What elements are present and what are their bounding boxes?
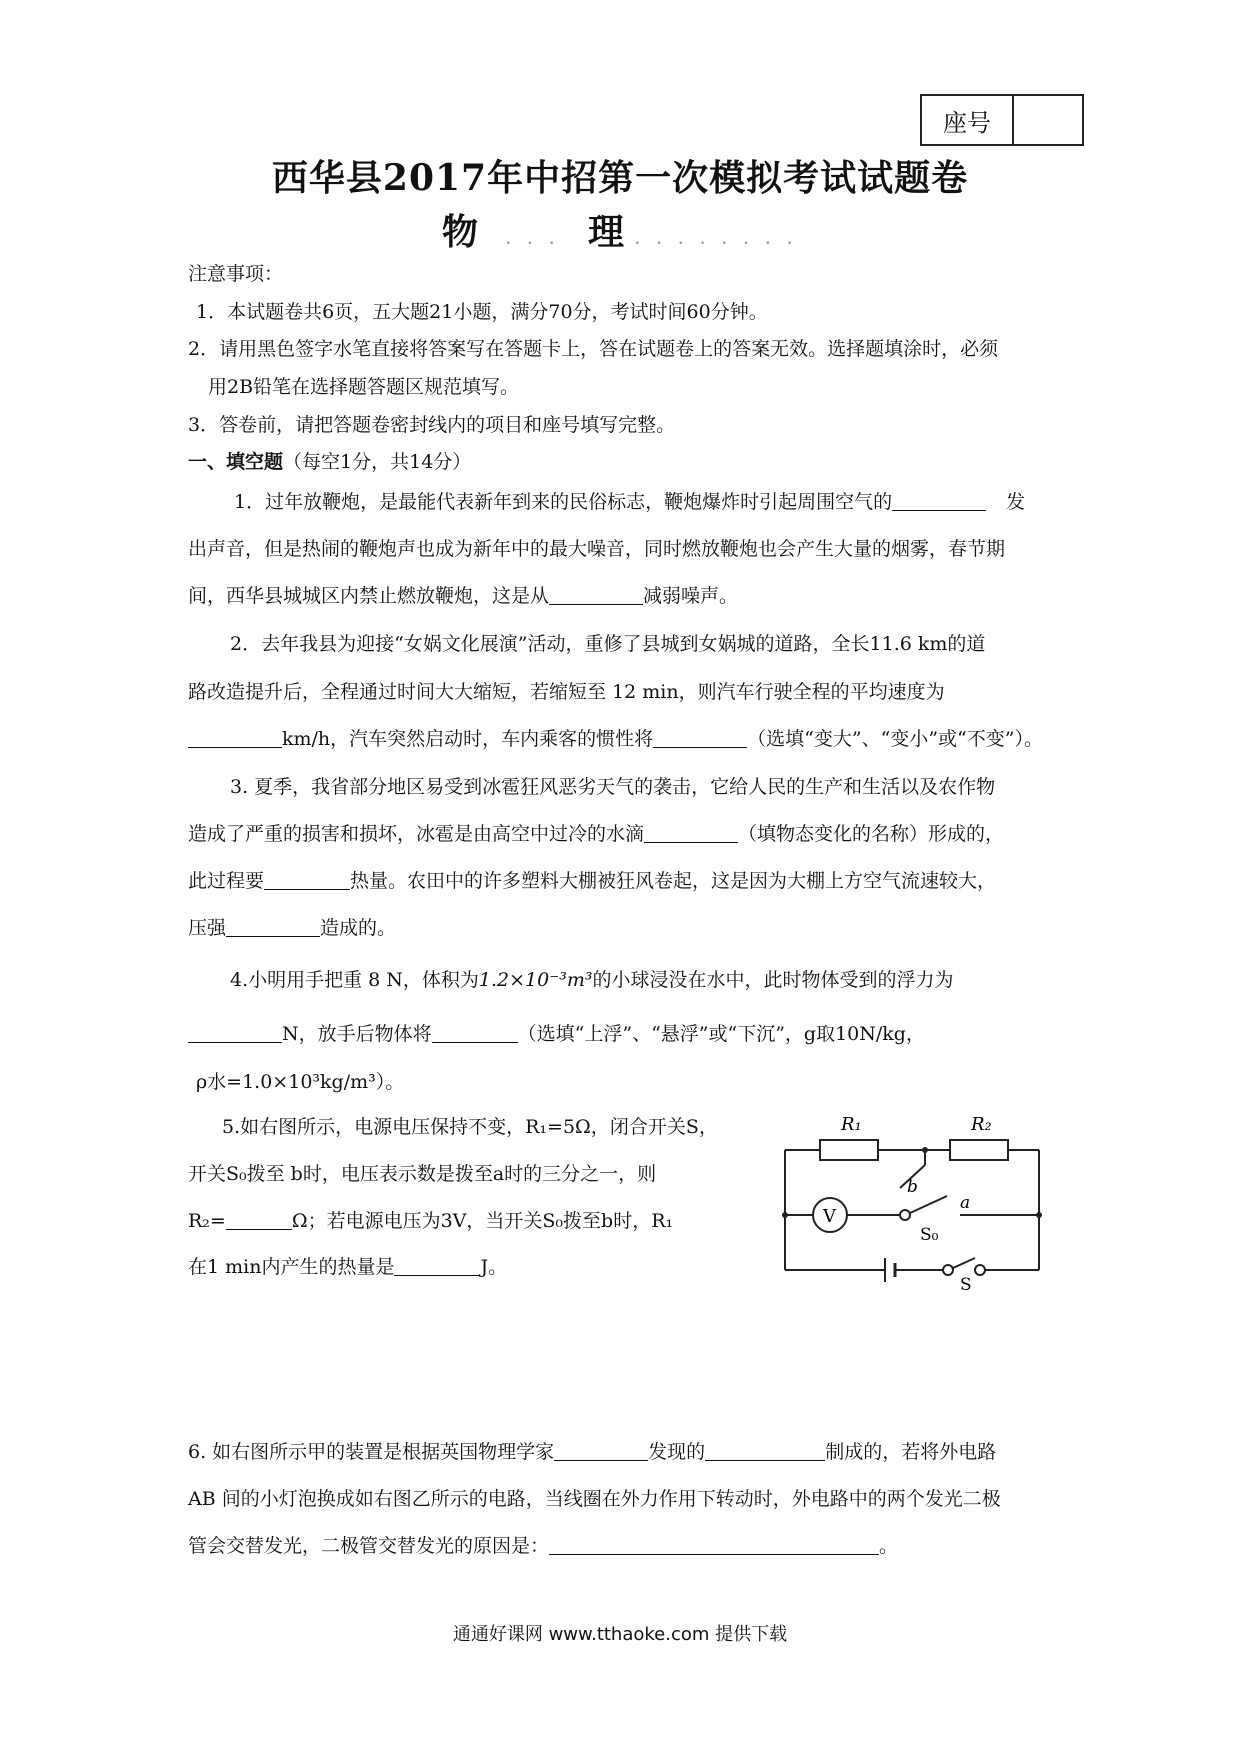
notice-item: 3．答卷前，请把答题卷密封线内的项目和座号填写完整。 [188,414,676,436]
switch-s-label: S [960,1275,972,1290]
question-3-line: 3. 夏季，我省部分地区易受到冰雹狂风恶劣天气的袭击，它给人民的生产和生活以及农作物 [230,776,996,798]
answer-blank[interactable] [549,585,643,605]
subject-left: 物 [441,211,478,253]
question-4-line: ρ水=1.0×10³kg/m³）。 [196,1071,405,1093]
question-6-line: AB 间的小灯泡换成如右图乙所示的电路，当线圈在外力作用下转动时，外电路中的两个发光二极 [188,1488,1001,1510]
question-4-line: 4.小明用手把重 8 N，体积为1.2×10⁻³m³的小球浸没在水中，此时物体受到的浮力为 [230,969,954,991]
exam-title: 西华县2017年中招第一次模拟考试试题卷 [271,157,969,199]
switch-s0-label: S₀ [920,1225,939,1245]
question-6-line: 6. 如右图所示甲的装置是根据英国物理学家 发现的 制成的，若将外电路 [188,1441,997,1463]
section-note: （每空1分，共14分） [283,451,472,473]
volume-formula: 1.2×10⁻³m³ [478,969,593,991]
question-2-line: 2．去年我县为迎接“女娲文化展演”活动，重修了县城到女娲城的道路，全长11.6 km的道 [230,633,986,655]
question-1-line: 间，西华县城城区内禁止燃放鞭炮，这是从 减弱噪声。 [188,585,739,607]
r2-label: R₂ [971,1114,992,1135]
resistor-r2 [950,1140,1008,1160]
question-5-line: 开关S₀拨至 b时，电压表示数是拨至a时的三分之一，则 [188,1163,657,1185]
answer-blank[interactable] [432,1023,518,1043]
terminal-a-label: a [960,1193,971,1213]
question-6-line: 管会交替发光，二极管交替发光的原因是： 。 [188,1535,899,1557]
question-3-line: 此过程要 热量。农田中的许多塑料大棚被狂风卷起，这是因为大棚上方空气流速较大， [188,870,997,892]
question-5-line: 5.如右图所示，电源电压保持不变，R₁=5Ω，闭合开关S， [222,1116,718,1138]
answer-blank[interactable] [188,1023,282,1043]
answer-blank[interactable] [549,1535,879,1555]
subject-right: 理 [588,211,625,253]
question-2-line: 路改造提升后，全程通过时间大大缩短，若缩短至 12 min，则汽车行驶全程的平均速度为 [188,681,945,703]
seat-number-box [920,94,1084,146]
answer-blank[interactable] [226,917,320,937]
answer-blank[interactable] [644,823,738,843]
subject-title: 物 . . . 理 . . . . . . . . [441,211,798,253]
section-heading [188,450,1118,475]
answer-blank[interactable] [264,870,350,890]
question-2-line: km/h，汽车突然启动时，车内乘客的惯性将 （选填“变大”、“变小”或“不变”）。 [188,727,1118,752]
question-5-line: 在1 min内产生的热量是 J。 [188,1256,508,1278]
resistor-r1 [820,1140,878,1160]
answer-blank[interactable] [226,1210,292,1230]
question-1-line: 出声音，但是热闹的鞭炮声也成为新年中的最大噪音，同时燃放鞭炮也会产生大量的烟雾，春节期 [188,538,1006,560]
footer-text: 通通好课网 www.tthaoke.com 提供下载 [452,1624,788,1645]
question-3-line: 压强 造成的。 [188,917,397,939]
question-3-line: 造成了严重的损害和损坏，冰雹是由高空中过冷的水滴 （填物态变化的名称）形成的， [188,823,1005,845]
notice-item: 2．请用黑色签字水笔直接将答案写在答题卡上，答在试题卷上的答案无效。选择题填涂时，必须 [188,338,999,360]
seat-value-cell [1014,96,1082,144]
notice-item: 用2B铅笔在选择题答题区规范填写。 [208,376,520,398]
question-1-line: 1．过年放鞭炮，是最能代表新年到来的民俗标志，鞭炮爆炸时引起周围空气的 发 [234,491,1026,513]
answer-blank[interactable] [892,491,986,511]
question-4-line: N，放手后物体将 （选填“上浮”、“悬浮”或“下沉”，g取10N/kg， [188,1022,1118,1047]
answer-blank[interactable] [554,1441,648,1461]
answer-blank[interactable] [394,1256,480,1276]
voltmeter-label: V [823,1206,836,1227]
answer-blank[interactable] [188,728,282,748]
question-5-line: R₂= Ω；若电源电压为3V，当开关S₀拨至b时，R₁ [188,1210,674,1232]
notice-heading: 注意事项： [188,263,284,285]
notice-item: 1．本试题卷共6页，五大题21小题，满分70分，考试时间60分钟。 [196,301,768,323]
terminal-b-label: b [907,1177,918,1197]
answer-blank[interactable] [705,1441,825,1461]
answer-blank[interactable] [653,728,747,748]
seat-label: 座号 [922,96,1014,144]
section-title: 一、填空题 [188,451,284,473]
r1-label: R₁ [841,1114,862,1135]
circuit-diagram [775,1100,1055,1290]
